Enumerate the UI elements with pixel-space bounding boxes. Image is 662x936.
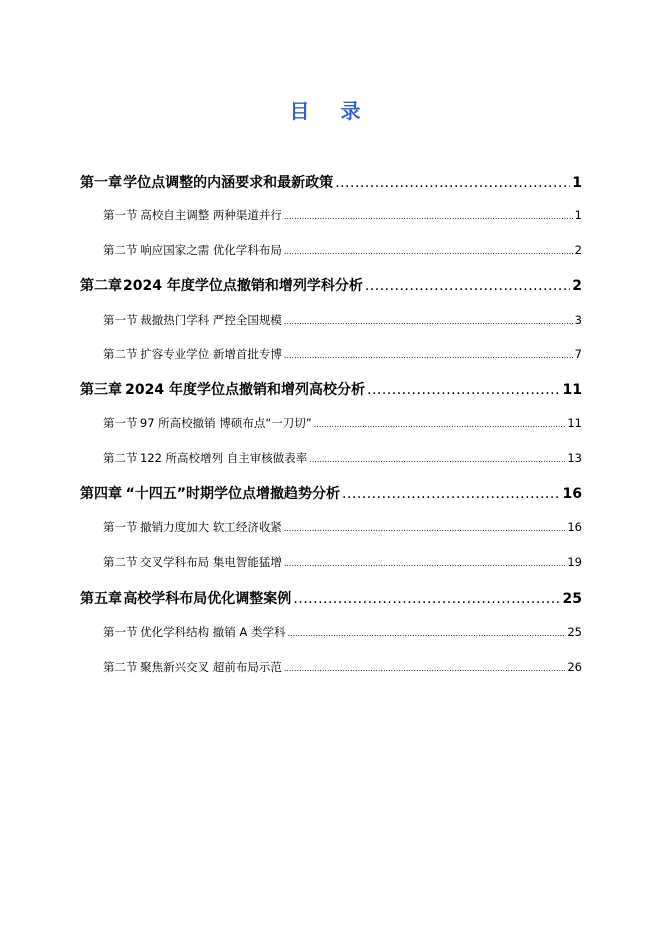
dot-leader [284, 521, 566, 537]
toc-section-entry[interactable] [103, 519, 582, 537]
chapter-title: 2024 年度学位点撤销和增列学科分析 [123, 278, 363, 294]
toc-section-entry[interactable] [103, 312, 582, 330]
chapter-label: 第二章 [80, 278, 122, 294]
chapter-label: 第一章 [80, 175, 122, 191]
section-label: 第二节 [103, 451, 138, 465]
page-number: 16 [567, 520, 582, 534]
toc-section-entry[interactable] [103, 624, 582, 642]
toc-section-entry[interactable] [103, 415, 582, 433]
toc-section-entry[interactable] [103, 207, 582, 225]
toc-section-entry[interactable] [103, 346, 582, 364]
section-label: 第一节 [103, 416, 138, 430]
page-number: 16 [562, 486, 582, 502]
section-title: 响应国家之需 优化学科布局 [140, 243, 282, 257]
dot-leader [287, 626, 565, 642]
dot-leader [365, 276, 570, 296]
chapter-title: 2024 年度学位点撤销和增列高校分析 [125, 382, 365, 398]
toc-section-entry[interactable] [103, 242, 582, 260]
toc-chapter-entry[interactable] [80, 484, 582, 504]
toc-chapter-entry[interactable] [80, 276, 582, 296]
dot-leader [309, 452, 565, 468]
page-number: 3 [574, 313, 582, 327]
dot-leader [284, 348, 573, 364]
dot-leader [342, 484, 561, 504]
dot-leader [284, 209, 573, 225]
dot-leader [335, 173, 570, 193]
page-number: 25 [562, 591, 582, 607]
dot-leader [367, 380, 561, 400]
section-label: 第一节 [103, 208, 138, 222]
dot-leader [314, 417, 566, 433]
page-number: 11 [562, 382, 582, 398]
dot-leader [284, 244, 573, 260]
page-number: 2 [572, 278, 582, 294]
chapter-label: 第四章 [80, 486, 122, 502]
section-label: 第一节 [103, 520, 138, 534]
section-label: 第一节 [103, 313, 138, 327]
section-label: 第二节 [103, 660, 138, 674]
toc-section-entry[interactable] [103, 450, 582, 468]
chapter-title: 高校学科布局优化调整案例 [123, 591, 292, 607]
page-number: 7 [574, 347, 582, 361]
page-number: 25 [567, 625, 582, 639]
dot-leader [284, 314, 573, 330]
section-title: 交叉学科布局 集电智能猛增 [140, 555, 282, 569]
section-label: 第一节 [103, 625, 138, 639]
section-title: 优化学科结构 撤销 A 类学科 [140, 625, 286, 639]
toc-chapter-entry[interactable] [80, 173, 582, 193]
section-title: 高校自主调整 两种渠道并行 [140, 208, 282, 222]
page-number: 2 [574, 243, 582, 257]
dot-leader [284, 661, 566, 677]
section-title: 裁撤热门学科 严控全国规模 [140, 313, 282, 327]
toc-chapter-entry[interactable] [80, 380, 582, 400]
page-number: 13 [567, 451, 582, 465]
section-title: 撤销力度加大 软工经济收紧 [140, 520, 282, 534]
page-number: 1 [574, 208, 582, 222]
toc-title: 目 录 [289, 99, 373, 123]
page-number: 19 [567, 555, 582, 569]
toc-section-entry[interactable] [103, 659, 582, 677]
page-number: 1 [572, 175, 582, 191]
section-label: 第二节 [103, 243, 138, 257]
chapter-title: “十四五”时期学位点增撤趋势分析 [125, 486, 340, 502]
section-title: 扩容专业学位 新增首批专博 [140, 347, 282, 361]
dot-leader [284, 556, 566, 572]
section-title: 122 所高校增列 自主审核做表率 [139, 451, 308, 465]
page-number: 26 [567, 660, 582, 674]
toc-section-entry[interactable] [103, 554, 582, 572]
section-label: 第二节 [103, 555, 138, 569]
section-title: 97 所高校撤销 博硕布点“一刀切” [139, 416, 312, 430]
dot-leader [293, 589, 560, 609]
section-label: 第二节 [103, 347, 138, 361]
section-title: 聚焦新兴交叉 超前布局示范 [140, 660, 282, 674]
chapter-label: 第五章 [80, 591, 122, 607]
page-number: 11 [567, 416, 582, 430]
chapter-title: 学位点调整的内涵要求和最新政策 [123, 175, 334, 191]
chapter-label: 第三章 [80, 382, 122, 398]
toc-chapter-entry[interactable] [80, 589, 582, 609]
